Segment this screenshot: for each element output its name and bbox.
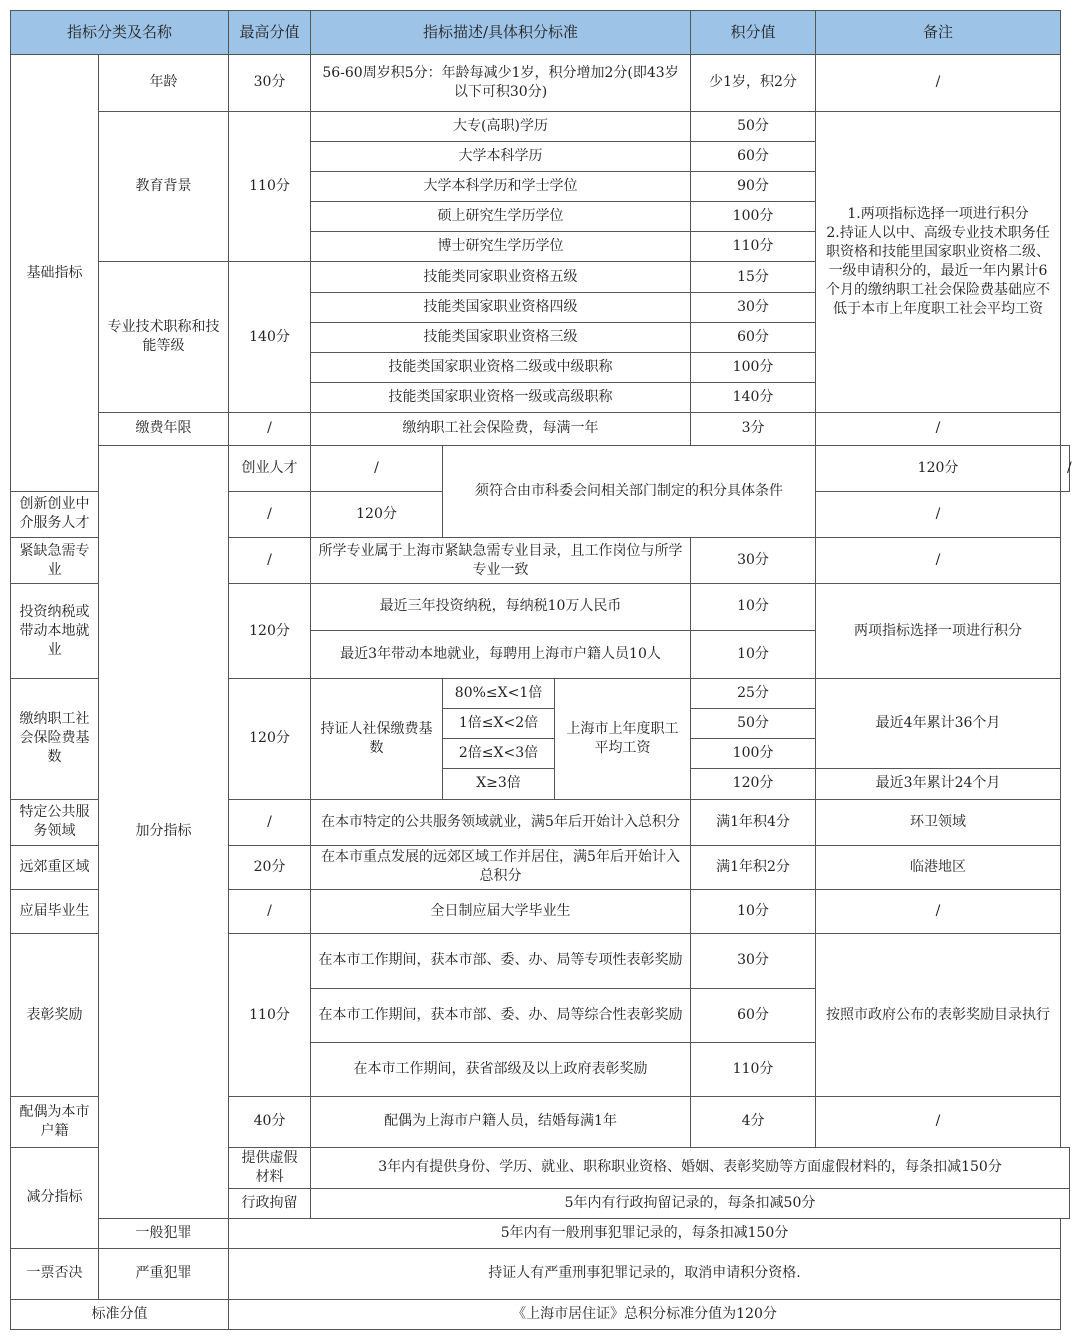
item-max: 110分 xyxy=(229,111,311,262)
item-desc: 技能类国家职业资格一级或高级职称 xyxy=(311,383,691,413)
item-score: 120分 xyxy=(816,445,1061,491)
item-score: 120分 xyxy=(311,491,443,537)
item-name: 提供虚假材料 xyxy=(229,1147,311,1188)
item-score: 满1年积2分 xyxy=(691,845,816,889)
item-note: / xyxy=(816,413,1061,445)
item-name: 紧缺急需专业 xyxy=(11,538,99,584)
item-desc: 大专(高职)学历 xyxy=(311,111,691,141)
item-max: / xyxy=(229,491,311,537)
item-desc: 全日制应届大学毕业生 xyxy=(311,890,691,934)
range-cell: X≥3倍 xyxy=(443,769,555,799)
group-standard: 标准分值 xyxy=(11,1299,229,1330)
table-row xyxy=(11,413,1070,445)
group-deduct: 减分指标 xyxy=(11,1147,99,1249)
item-name: 投资纳税或带动本地就业 xyxy=(11,584,99,679)
item-desc: 持证人有严重刑事犯罪记录的，取消申请积分资格. xyxy=(229,1249,1061,1299)
item-note: 环卫领域 xyxy=(816,799,1061,845)
item-max: / xyxy=(229,799,311,845)
item-name: 缴纳职工社会保险费基数 xyxy=(11,678,99,799)
item-desc: 技能类国家职业资格三级 xyxy=(311,322,691,352)
item-score: 25分 xyxy=(691,678,816,708)
item-name: 年龄 xyxy=(99,55,229,111)
item-desc: 大学本科学历 xyxy=(311,141,691,171)
item-name: 远郊重区域 xyxy=(11,845,99,889)
item-name: 创业人才 xyxy=(229,445,311,491)
item-desc: 缴纳职工社会保险费，每满一年 xyxy=(311,413,691,445)
item-name: 一般犯罪 xyxy=(99,1219,229,1249)
item-score: 10分 xyxy=(691,584,816,630)
item-score: 50分 xyxy=(691,111,816,141)
item-desc: 大学本科学历和学士学位 xyxy=(311,171,691,201)
item-score: 30分 xyxy=(691,292,816,322)
item-note: / xyxy=(816,538,1061,584)
item-desc: 持证人社保缴费基数 xyxy=(311,678,443,799)
item-name: 行政拘留 xyxy=(229,1188,311,1218)
item-desc: 须符合由市科委会问相关部门制定的积分具体条件 xyxy=(443,445,816,538)
item-desc: 技能类同家职业资格五级 xyxy=(311,262,691,292)
item-note: / xyxy=(1061,445,1070,491)
item-score: 60分 xyxy=(691,141,816,171)
item-note: / xyxy=(816,55,1061,111)
header-desc: 指标描述/具体积分标准 xyxy=(311,11,691,55)
item-note: 最近4年累计36个月 xyxy=(816,678,1061,769)
item-desc: 博士研究生学历学位 xyxy=(311,232,691,262)
item-max: / xyxy=(229,413,311,445)
item-name: 特定公共服务领域 xyxy=(11,799,99,845)
item-desc: 56-60周岁积5分：年龄每减少1岁，积分增加2分(即43岁以下可积30分) xyxy=(311,55,691,111)
item-desc: 配偶为上海市户籍人员，结婚每满1年 xyxy=(311,1097,691,1147)
item-name: 专业技术职称和技能等级 xyxy=(99,262,229,413)
group-bonus: 加分指标 xyxy=(99,445,229,1219)
reference-cell: 上海市上年度职工平均工资 xyxy=(555,678,691,799)
item-note: 临港地区 xyxy=(816,845,1061,889)
item-score: 30分 xyxy=(691,538,816,584)
item-desc: 技能类国家职业资格四级 xyxy=(311,292,691,322)
item-desc: 最近3年带动本地就业，每聘用上海市户籍人员10人 xyxy=(311,630,691,678)
item-desc: 3年内有提供身份、学历、就业、职称职业资格、婚姻、表彰奖励等方面虚假材料的，每条扣减150分 xyxy=(311,1147,1070,1188)
item-name: 严重犯罪 xyxy=(99,1249,229,1299)
item-note: 按照市政府公布的表彰奖励目录执行 xyxy=(816,934,1061,1097)
item-note: / xyxy=(816,890,1061,934)
item-score: 100分 xyxy=(691,202,816,232)
item-note: 1.两项指标选择一项进行积分 2.持证人以中、高级专业技术职务任职资格和技能里国家职业资格二级、 一级申请积分的，最近一年内累计6个月的缴纳职工社会保险费基础应不低于本市上年度职工社会平均工资 xyxy=(816,111,1061,413)
item-score: 10分 xyxy=(691,890,816,934)
item-score: 满1年积4分 xyxy=(691,799,816,845)
item-score: 60分 xyxy=(691,322,816,352)
item-desc: 最近三年投资纳税，每纳税10万人民币 xyxy=(311,584,691,630)
item-note: 两项指标选择一项进行积分 xyxy=(816,584,1061,679)
item-max: 140分 xyxy=(229,262,311,413)
item-score: 100分 xyxy=(691,739,816,769)
item-score: 120分 xyxy=(691,769,816,799)
header-max: 最高分值 xyxy=(229,11,311,55)
item-desc: 在本市工作期间，获本市部、委、办、局等综合性表彰奖励 xyxy=(311,988,691,1042)
range-cell: 1倍≤X<2倍 xyxy=(443,709,555,739)
item-desc: 硕上研究生学历学位 xyxy=(311,202,691,232)
item-score: 60分 xyxy=(691,988,816,1042)
item-score: 10分 xyxy=(691,630,816,678)
table-row xyxy=(11,111,1070,141)
item-score: 4分 xyxy=(691,1097,816,1147)
item-max: / xyxy=(311,445,443,491)
header-category: 指标分类及名称 xyxy=(11,11,229,55)
header-note: 备注 xyxy=(816,11,1061,55)
item-name: 配偶为本市户籍 xyxy=(11,1097,99,1147)
header-row xyxy=(11,11,1070,55)
standard-desc: 《上海市居住证》总积分标准分值为120分 xyxy=(229,1299,1061,1330)
range-cell: 2倍≤X<3倍 xyxy=(443,739,555,769)
item-max: / xyxy=(229,538,311,584)
item-score: 90分 xyxy=(691,171,816,201)
item-name: 表彰奖励 xyxy=(11,934,99,1097)
item-note: 最近3年累计24个月 xyxy=(816,769,1061,799)
item-desc: 在本市特定的公共服务领域就业，满5年后开始计入总积分 xyxy=(311,799,691,845)
item-score: 30分 xyxy=(691,934,816,988)
table-row xyxy=(11,1299,1070,1330)
table-row xyxy=(11,1249,1070,1299)
item-max: 110分 xyxy=(229,934,311,1097)
table-row xyxy=(11,445,1070,491)
item-score: 15分 xyxy=(691,262,816,292)
item-max: 20分 xyxy=(229,845,311,889)
item-name: 应届毕业生 xyxy=(11,890,99,934)
item-max: 30分 xyxy=(229,55,311,111)
item-score: 100分 xyxy=(691,352,816,382)
item-score: 110分 xyxy=(691,232,816,262)
item-note: / xyxy=(816,491,1061,537)
item-name: 创新创业中介服务人才 xyxy=(11,491,99,537)
item-desc: 5年内有一般刑事犯罪记录的，每条扣减150分 xyxy=(229,1219,1061,1249)
item-desc: 所学专业属于上海市紧缺急需专业目录，且工作岗位与所学专业一致 xyxy=(311,538,691,584)
table-row xyxy=(11,1219,1070,1249)
item-score: 140分 xyxy=(691,383,816,413)
range-cell: 80%≤X<1倍 xyxy=(443,678,555,708)
item-note: / xyxy=(816,1097,1061,1147)
item-max: 120分 xyxy=(229,584,311,679)
item-desc: 技能类国家职业资格二级或中级职称 xyxy=(311,352,691,382)
item-name: 教育背景 xyxy=(99,111,229,262)
item-desc: 5年内有行政拘留记录的，每条扣减50分 xyxy=(311,1188,1070,1218)
table-row xyxy=(11,55,1070,111)
item-score: 3分 xyxy=(691,413,816,445)
item-desc: 在本市工作期间，获省部级及以上政府表彰奖励 xyxy=(311,1042,691,1096)
item-max: 40分 xyxy=(229,1097,311,1147)
item-max: / xyxy=(229,890,311,934)
group-basic: 基础指标 xyxy=(11,55,99,492)
group-veto: 一票否决 xyxy=(11,1249,99,1299)
item-desc: 在本市重点发展的远郊区域工作并居住，满5年后开始计入总积分 xyxy=(311,845,691,889)
item-score: 50分 xyxy=(691,709,816,739)
header-score: 积分值 xyxy=(691,11,816,55)
item-score: 少1岁，积2分 xyxy=(691,55,816,111)
item-name: 缴费年限 xyxy=(99,413,229,445)
item-max: 120分 xyxy=(229,678,311,799)
points-table xyxy=(10,10,1070,1330)
item-score: 110分 xyxy=(691,1042,816,1096)
item-desc: 在本市工作期间，获本市部、委、办、局等专项性表彰奖励 xyxy=(311,934,691,988)
